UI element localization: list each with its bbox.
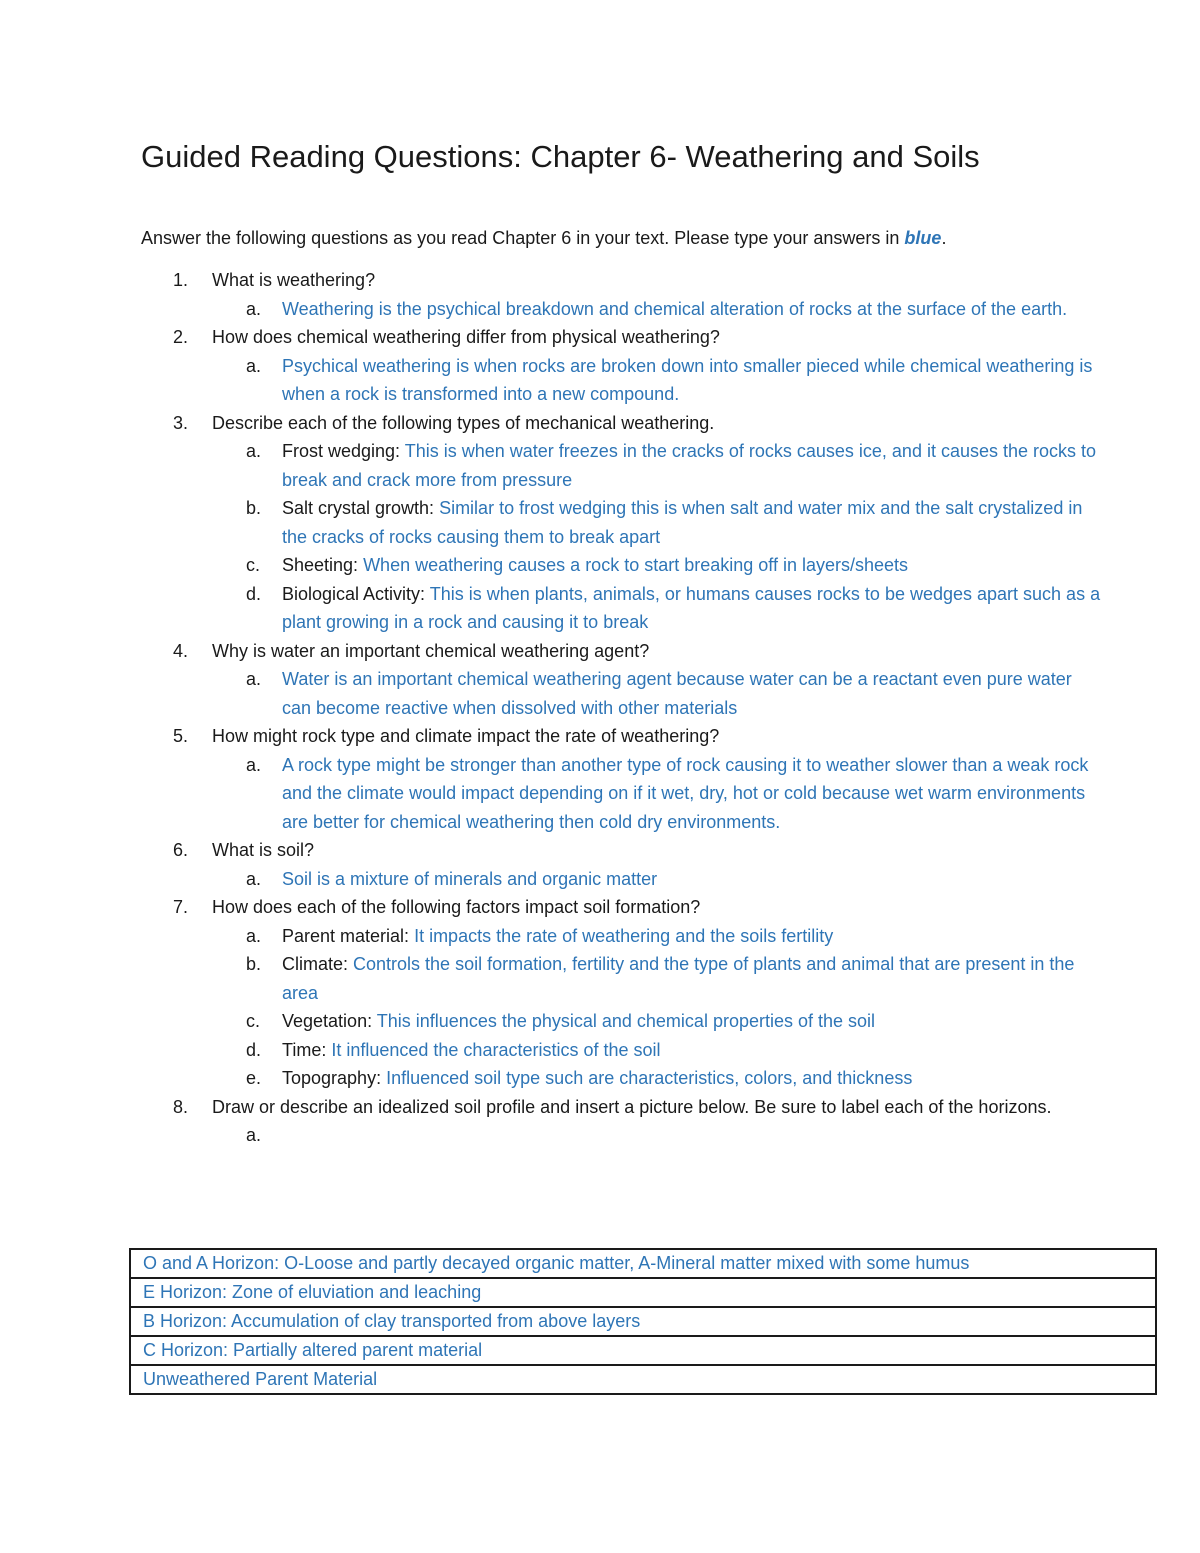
answer-letter: a.: [246, 669, 262, 689]
question-list: [141, 266, 1101, 1150]
question-item: [141, 836, 1101, 865]
question-text: What is weathering?: [212, 270, 376, 290]
question-text: How does chemical weathering differ from physical weathering?: [212, 327, 720, 347]
answer-letter: a.: [246, 1125, 262, 1145]
question-item: [141, 637, 1101, 666]
answer-item: [141, 751, 1101, 837]
answer-text[interactable]: This influences the physical and chemical properties of the soil: [376, 1011, 876, 1031]
answer-item: [141, 1007, 1101, 1036]
instructions: [141, 224, 1141, 252]
answer-letter: c.: [246, 555, 261, 575]
answer-text[interactable]: It influenced the characteristics of the soil: [331, 1039, 661, 1060]
answer-item: [141, 352, 1101, 409]
soil-horizon-row: [130, 1307, 1156, 1336]
answer-text[interactable]: Water is an important chemical weathering agent because water can be a reactant even pure water can become reactive when dissolved with other materials: [282, 669, 1072, 718]
answer-text[interactable]: Similar to frost wedging this is when salt and water mix and the salt crystalized in the cracks of rocks causing them to break apart: [282, 498, 1083, 547]
answer-label: Sheeting:: [282, 555, 364, 575]
question-text: Describe each of the following types of mechanical weathering.: [212, 412, 715, 433]
answer-letter: c.: [246, 1011, 261, 1031]
answer-text[interactable]: A rock type might be stronger than another type of rock causing it to weather slower than a weak rock and the climate would impact depending on if it wet, dry, hot or cold because wet warm environments are better for chemical weathering then cold dry environments.: [282, 754, 1089, 832]
question-number: 3.: [173, 412, 189, 433]
answer-item: [141, 865, 1101, 894]
answer-label: Frost wedging:: [282, 441, 405, 461]
answer-label: Salt crystal growth:: [282, 498, 440, 518]
question-number: 2.: [173, 327, 189, 347]
question-text: What is soil?: [212, 840, 315, 860]
soil-horizon-cell: C Horizon: Partially altered parent material: [130, 1336, 1156, 1365]
answer-item: [141, 665, 1101, 722]
answer-item: [141, 950, 1101, 1007]
answer-label: Parent material:: [282, 925, 415, 946]
question-item: [141, 893, 1101, 922]
question-text: Draw or describe an idealized soil profile and insert a picture below. Be sure to label each of the horizons.: [212, 1096, 1052, 1117]
question-number: 7.: [173, 897, 189, 917]
question-text: How does each of the following factors impact soil formation?: [212, 897, 701, 917]
answer-label: Climate:: [282, 954, 354, 974]
answer-text[interactable]: Soil is a mixture of minerals and organic matter: [282, 868, 658, 889]
answer-item: [141, 437, 1101, 494]
answer-letter: b.: [246, 498, 262, 518]
answer-label: Biological Activity:: [282, 583, 430, 604]
instructions-text: Answer the following questions as you read Chapter 6 in your text. Please type your answers in: [141, 228, 905, 248]
soil-profile-table: [129, 1248, 1157, 1395]
answer-text[interactable]: When weathering causes a rock to start breaking off in layers/sheets: [363, 555, 909, 575]
answer-item: [141, 922, 1101, 951]
soil-horizon-row: [130, 1336, 1156, 1365]
answer-letter: a.: [246, 355, 262, 376]
answer-letter: d.: [246, 1039, 262, 1060]
answer-letter: a.: [246, 298, 262, 319]
question-item: [141, 722, 1101, 751]
answer-letter: a.: [246, 925, 262, 946]
answer-label: Time:: [282, 1039, 332, 1060]
question-text: How might rock type and climate impact the rate of weathering?: [212, 726, 720, 746]
question-number: 4.: [173, 640, 189, 661]
instructions-end: .: [941, 228, 947, 248]
question-item: [141, 409, 1101, 438]
question-number: 8.: [173, 1096, 189, 1117]
question-text: Why is water an important chemical weathering agent?: [212, 640, 650, 661]
answer-item: [141, 494, 1101, 551]
answer-item: [141, 580, 1101, 637]
answer-text[interactable]: Influenced soil type such are characteristics, colors, and thickness: [386, 1068, 913, 1088]
soil-horizon-row: [130, 1365, 1156, 1394]
soil-horizon-cell: E Horizon: Zone of eluviation and leaching: [130, 1278, 1156, 1307]
answer-label: Topography:: [282, 1068, 387, 1088]
question-item: [141, 266, 1101, 295]
page-title: Guided Reading Questions: Chapter 6- Weathering and Soils: [141, 139, 980, 174]
answer-letter: a.: [246, 868, 262, 889]
question-item: [141, 323, 1101, 352]
answer-letter: e.: [246, 1068, 262, 1088]
answer-letter: d.: [246, 583, 262, 604]
answer-text[interactable]: This is when plants, animals, or humans causes rocks to be wedges apart such as a plant growing in a rock and causing it to break: [282, 583, 1101, 632]
soil-horizon-cell: B Horizon: Accumulation of clay transported from above layers: [130, 1307, 1156, 1336]
question-item: [141, 1093, 1101, 1122]
answer-text[interactable]: Psychical weathering is when rocks are broken down into smaller pieced while chemical weathering is when a rock is transformed into a new compound.: [282, 355, 1093, 404]
answer-letter: b.: [246, 954, 262, 974]
soil-horizon-cell: Unweathered Parent Material: [130, 1365, 1156, 1394]
answer-item: [141, 551, 1101, 580]
answer-label: Vegetation:: [282, 1011, 377, 1031]
answer-text[interactable]: Weathering is the psychical breakdown and chemical alteration of rocks at the surface of the earth.: [282, 298, 1068, 319]
answer-item: [141, 295, 1101, 324]
question-number: 1.: [173, 270, 189, 290]
answer-letter: a.: [246, 441, 262, 461]
soil-horizon-row: [130, 1249, 1156, 1278]
answer-item: [141, 1121, 1101, 1150]
answer-letter: a.: [246, 754, 262, 775]
instructions-emphasis: blue: [904, 228, 942, 248]
answer-text[interactable]: Controls the soil formation, fertility and the type of plants and animal that are present in the area: [282, 954, 1075, 1003]
question-number: 5.: [173, 726, 189, 746]
soil-horizon-row: [130, 1278, 1156, 1307]
answer-text[interactable]: This is when water freezes in the cracks of rocks causes ice, and it causes the rocks to break and crack more from pressure: [282, 441, 1097, 490]
answer-item: [141, 1036, 1101, 1065]
answer-item: [141, 1064, 1101, 1093]
soil-horizon-cell: O and A Horizon: O-Loose and partly decayed organic matter, A-Mineral matter mixed with some humus: [130, 1249, 1156, 1278]
answer-text[interactable]: It impacts the rate of weathering and the soils fertility: [414, 925, 834, 946]
question-number: 6.: [173, 840, 189, 860]
